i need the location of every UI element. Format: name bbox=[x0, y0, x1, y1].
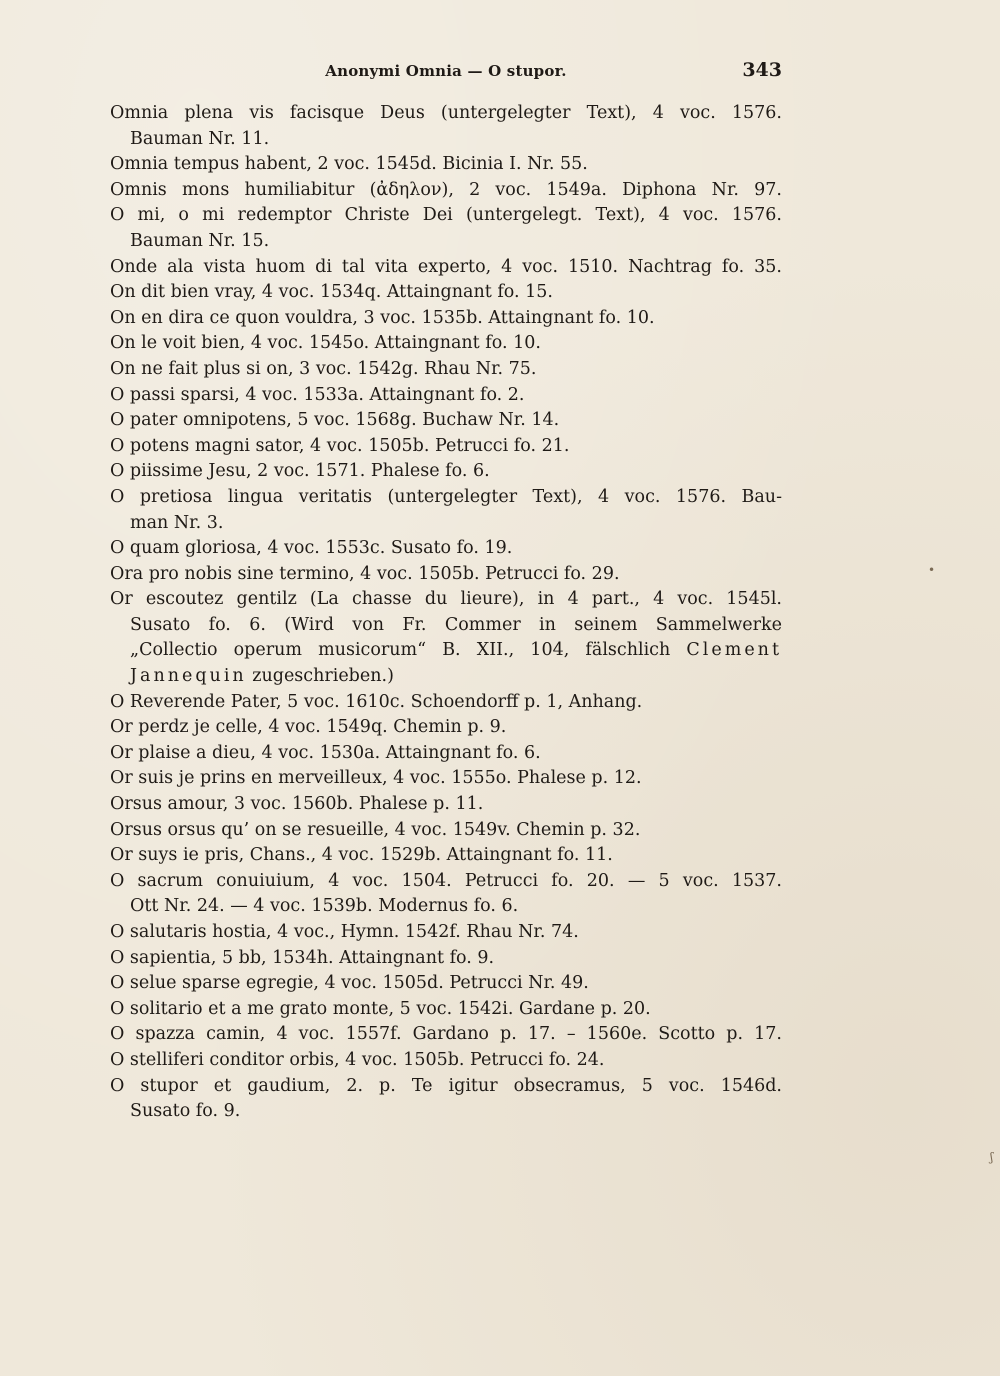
entry-line: O selue sparse egregie, 4 voc. 1505d. Petrucci Nr. 49. bbox=[110, 973, 589, 994]
entry-continuation: Bauman Nr. 15. bbox=[130, 230, 270, 251]
entry-line: Or suys ie pris, Chans., 4 voc. 1529b. Attaingnant fo. 11. bbox=[110, 845, 613, 866]
index-entries bbox=[110, 101, 782, 1125]
entry-line: O stelliferi conditor orbis, 4 voc. 1505b. Petrucci fo. 24. bbox=[110, 1049, 605, 1070]
entry-line: O Reverende Pater, 5 voc. 1610c. Schoendorff p. 1, Anhang. bbox=[110, 691, 643, 712]
entry-line: Onde ala vista huom di tal vita experto, 4 voc. 1510. Nachtrag fo. 35. bbox=[110, 256, 782, 277]
entry-line: O salutaris hostia, 4 voc., Hymn. 1542f. Rhau Nr. 74. bbox=[110, 922, 579, 942]
entry-line: Ora pro nobis sine termino, 4 voc. 1505b. Petrucci fo. 29. bbox=[110, 563, 620, 584]
entry-line: Or escoutez gentilz (La chasse du lieure), in 4 part., 4 voc. 1545l. bbox=[110, 589, 782, 610]
entry-line: On ne fait plus si on, 3 voc. 1542g. Rhau Nr. 75. bbox=[110, 358, 537, 379]
entry-line: Or perdz je celle, 4 voc. 1549q. Chemin p. 9. bbox=[110, 717, 507, 738]
margin-dot: • bbox=[928, 563, 936, 577]
entry-continuation: Susato fo. 6. (Wird von Fr. Commer in seinem Sammelwerke bbox=[130, 614, 782, 635]
entry-line: Or suis je prins en merveilleux, 4 voc. 1555o. Phalese p. 12. bbox=[110, 768, 642, 789]
entry-line: Orsus orsus qu’ on se resueille, 4 voc. 1549v. Chemin p. 32. bbox=[110, 819, 641, 840]
page-number: 343 bbox=[742, 59, 782, 81]
running-head bbox=[110, 59, 782, 86]
running-title: Anonymi Omnia — O stupor. bbox=[325, 62, 567, 80]
entry-line: Or plaise a dieu, 4 voc. 1530a. Attaingnant fo. 6. bbox=[110, 742, 541, 763]
entry-line: O sapientia, 5 bb, 1534h. Attaingnant fo. 9. bbox=[110, 947, 495, 968]
entry-continuation: Bauman Nr. 11. bbox=[130, 128, 270, 149]
entry-line: O passi sparsi, 4 voc. 1533a. Attaingnant fo. 2. bbox=[110, 384, 525, 405]
entry-continuation bbox=[110, 638, 782, 664]
entry-line: Omnia tempus habent, 2 voc. 1545d. Bicinia I. Nr. 55. bbox=[110, 154, 588, 175]
entry-continuation bbox=[110, 664, 782, 690]
entry-line: Omnis mons humiliabitur (ἀδηλον), 2 voc. 1549a. Diphona Nr. 97. bbox=[110, 179, 782, 200]
spaced-name: Clement bbox=[686, 640, 782, 661]
entry-line: O stupor et gaudium, 2. p. Te igitur obsecramus, 5 voc. 1546d. bbox=[110, 1075, 782, 1096]
spaced-name: Jannequin bbox=[130, 666, 247, 687]
entry-line: O mi, o mi redemptor Christe Dei (untergelegt. Text), 4 voc. 1576. bbox=[110, 205, 782, 226]
entry-continuation: Ott Nr. 24. — 4 voc. 1539b. Modernus fo. 6. bbox=[130, 896, 519, 917]
entry-line: O potens magni sator, 4 voc. 1505b. Petrucci fo. 21. bbox=[110, 435, 570, 456]
entry-line: Orsus amour, 3 voc. 1560b. Phalese p. 11. bbox=[110, 794, 484, 815]
entry-line: Omnia plena vis facisque Deus (untergelegter Text), 4 voc. 1576. bbox=[110, 103, 782, 123]
entry-continuation: Susato fo. 9. bbox=[130, 1101, 241, 1122]
entry-text: „Collectio operum musicorum“ B. XII., 104, fälschlich bbox=[130, 640, 671, 661]
entry-continuation: man Nr. 3. bbox=[130, 512, 224, 533]
entry-line: O solitario et a me grato monte, 5 voc. 1542i. Gardane p. 20. bbox=[110, 998, 651, 1019]
entry-line: On en dira ce quon vouldra, 3 voc. 1535b. Attaingnant fo. 10. bbox=[110, 307, 655, 328]
margin-tick: ʃ bbox=[990, 1150, 994, 1164]
entry-line: On le voit bien, 4 voc. 1545o. Attaingnant fo. 10. bbox=[110, 333, 541, 354]
entry-line: O sacrum conuiuium, 4 voc. 1504. Petrucci fo. 20. — 5 voc. 1537. bbox=[110, 870, 782, 891]
entry-line: O quam gloriosa, 4 voc. 1553c. Susato fo. 19. bbox=[110, 538, 513, 559]
entry-line: On dit bien vray, 4 voc. 1534q. Attaingnant fo. 15. bbox=[110, 282, 553, 303]
entry-line: O pretiosa lingua veritatis (untergelegter Text), 4 voc. 1576. Bau- bbox=[110, 486, 782, 507]
entry-line: O piissime Jesu, 2 voc. 1571. Phalese fo. 6. bbox=[110, 461, 490, 482]
entry-line: O pater omnipotens, 5 voc. 1568g. Buchaw Nr. 14. bbox=[110, 410, 560, 431]
entry-text: zugeschrieben.) bbox=[246, 666, 394, 687]
entry-line: O spazza camin, 4 voc. 1557f. Gardano p. 17. – 1560e. Scotto p. 17. bbox=[110, 1024, 782, 1045]
